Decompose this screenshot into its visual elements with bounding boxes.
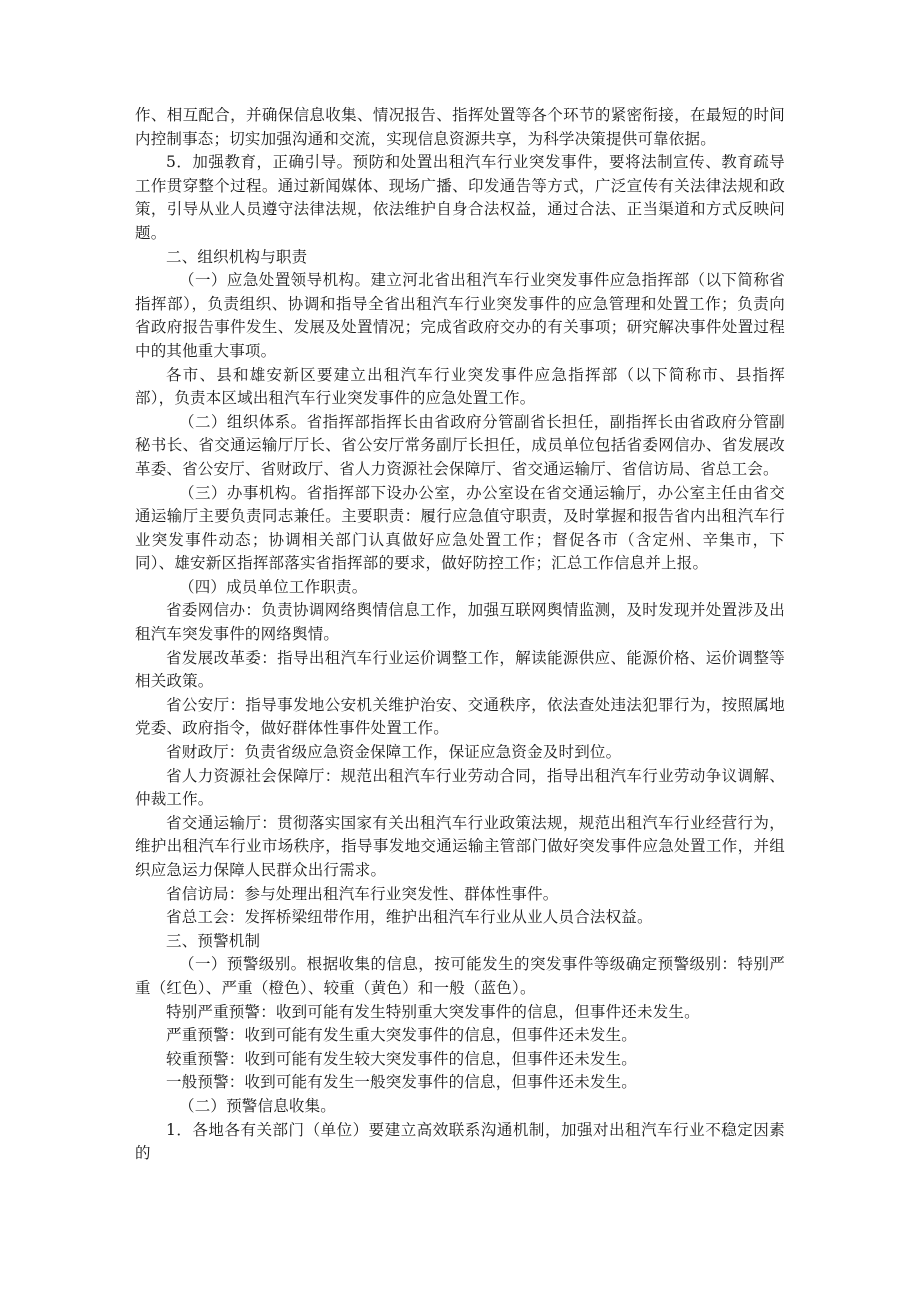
- paragraph: （一）应急处置领导机构。建立河北省出租汽车行业突发事件应急指挥部（以下简称省指挥部），负责组织、协调和指导全省出租汽车行业突发事件的应急管理和处置工作；负责向省政府报告事件发生、发展及处置情况；完成省政府交办的有关事项；研究解决事件处置过程中的其他重大事项。: [135, 271, 785, 360]
- paragraph: （四）成员单位工作职责。: [179, 577, 368, 596]
- paragraph: 1．各地各有关部门（单位）要建立高效联系沟通机制，加强对出租汽车行业不稳定因素的: [135, 1120, 785, 1163]
- paragraph: 省财政厅：负责省级应急资金保障工作，保证应急资金及时到位。: [166, 743, 622, 762]
- document-body: [135, 104, 785, 1166]
- paragraph: 5．加强教育，正确引导。预防和处置出租汽车行业突发事件，要将法制宣传、教育疏导工作贯穿整个过程。通过新闻媒体、现场广播、印发通告等方式，广泛宣传有关法律法规和政策，引导从业人员遵守法律法规，依法维护自身合法权益，通过合法、正当渠道和方式反映问题。: [135, 153, 785, 242]
- paragraph: 各市、县和雄安新区要建立出租汽车行业突发事件应急指挥部（以下简称市、县指挥部），负责本区域出租汽车行业突发事件的应急处置工作。: [135, 365, 785, 408]
- paragraph: 较重预警：收到可能有发生较大突发事件的信息，但事件还未发生。: [166, 1049, 638, 1068]
- paragraph: 省公安厅：指导事发地公安机关维护治安、交通秩序，依法查处违法犯罪行为，按照属地党委、政府指令，做好群体性事件处置工作。: [135, 695, 785, 738]
- paragraph: 严重预警：收到可能有发生重大突发事件的信息，但事件还未发生。: [166, 1026, 638, 1045]
- paragraph: 特别严重预警：收到可能有发生特别重大突发事件的信息，但事件还未发生。: [166, 1002, 700, 1021]
- paragraph: 省委网信办：负责协调网络舆情信息工作，加强互联网舆情监测，及时发现并处置涉及出租汽车突发事件的网络舆情。: [135, 601, 785, 644]
- paragraph: 省交通运输厅：贯彻落实国家有关出租汽车行业政策法规，规范出租汽车行业经营行为，维护出租汽车行业市场秩序，指导事发地交通运输主管部门做好突发事件应急处置工作，并组织应急运力保障人民群众出行需求。: [135, 813, 785, 879]
- paragraph: 一般预警：收到可能有发生一般突发事件的信息，但事件还未发生。: [166, 1073, 638, 1092]
- section-heading: 二、组织机构与职责: [166, 247, 308, 266]
- paragraph: 省发展改革委：指导出租汽车行业运价调整工作，解读能源供应、能源价格、运价调整等相关政策。: [135, 648, 785, 691]
- paragraph: 省总工会：发挥桥梁纽带作用，维护出租汽车行业从业人员合法权益。: [166, 908, 653, 927]
- paragraph: （一）预警级别。根据收集的信息，按可能发生的突发事件等级确定预警级别：特别严重（红色）、严重（橙色）、较重（黄色）和一般（蓝色）。: [135, 955, 785, 997]
- paragraph: （二）组织体系。省指挥部指挥长由省政府分管副省长担任，副指挥长由省政府分管副秘书长、省交通运输厅厅长、省公安厅常务副厅长担任，成员单位包括省委网信办、省发展改革委、省公安厅、省财政厅、省人力资源社会保障厅、省交通运输厅、省信访局、省总工会。: [135, 412, 785, 478]
- section-heading: 三、预警机制: [166, 931, 261, 950]
- paragraph: 作、相互配合，并确保信息收集、情况报告、指挥处置等各个环节的紧密衔接，在最短的时间内控制事态；切实加强沟通和交流，实现信息资源共享，为科学决策提供可靠依据。: [135, 106, 785, 148]
- paragraph: 省人力资源社会保障厅：规范出租汽车行业劳动合同，指导出租汽车行业劳动争议调解、仲裁工作。: [135, 766, 785, 809]
- paragraph: （三）办事机构。省指挥部下设办公室，办公室设在省交通运输厅，办公室主任由省交通运输厅主要负责同志兼任。主要职责：履行应急值守职责，及时掌握和报告省内出租汽车行业突发事件动态；协调相关部门认真做好应急处置工作；督促各市（含定州、辛集市，下同）、雄安新区指挥部落实省指挥部的要求，做好防控工作；汇总工作信息并上报。: [135, 483, 785, 573]
- paragraph: （二）预警信息收集。: [179, 1096, 337, 1115]
- paragraph: 省信访局：参与处理出租汽车行业突发性、群体性事件。: [166, 884, 559, 903]
